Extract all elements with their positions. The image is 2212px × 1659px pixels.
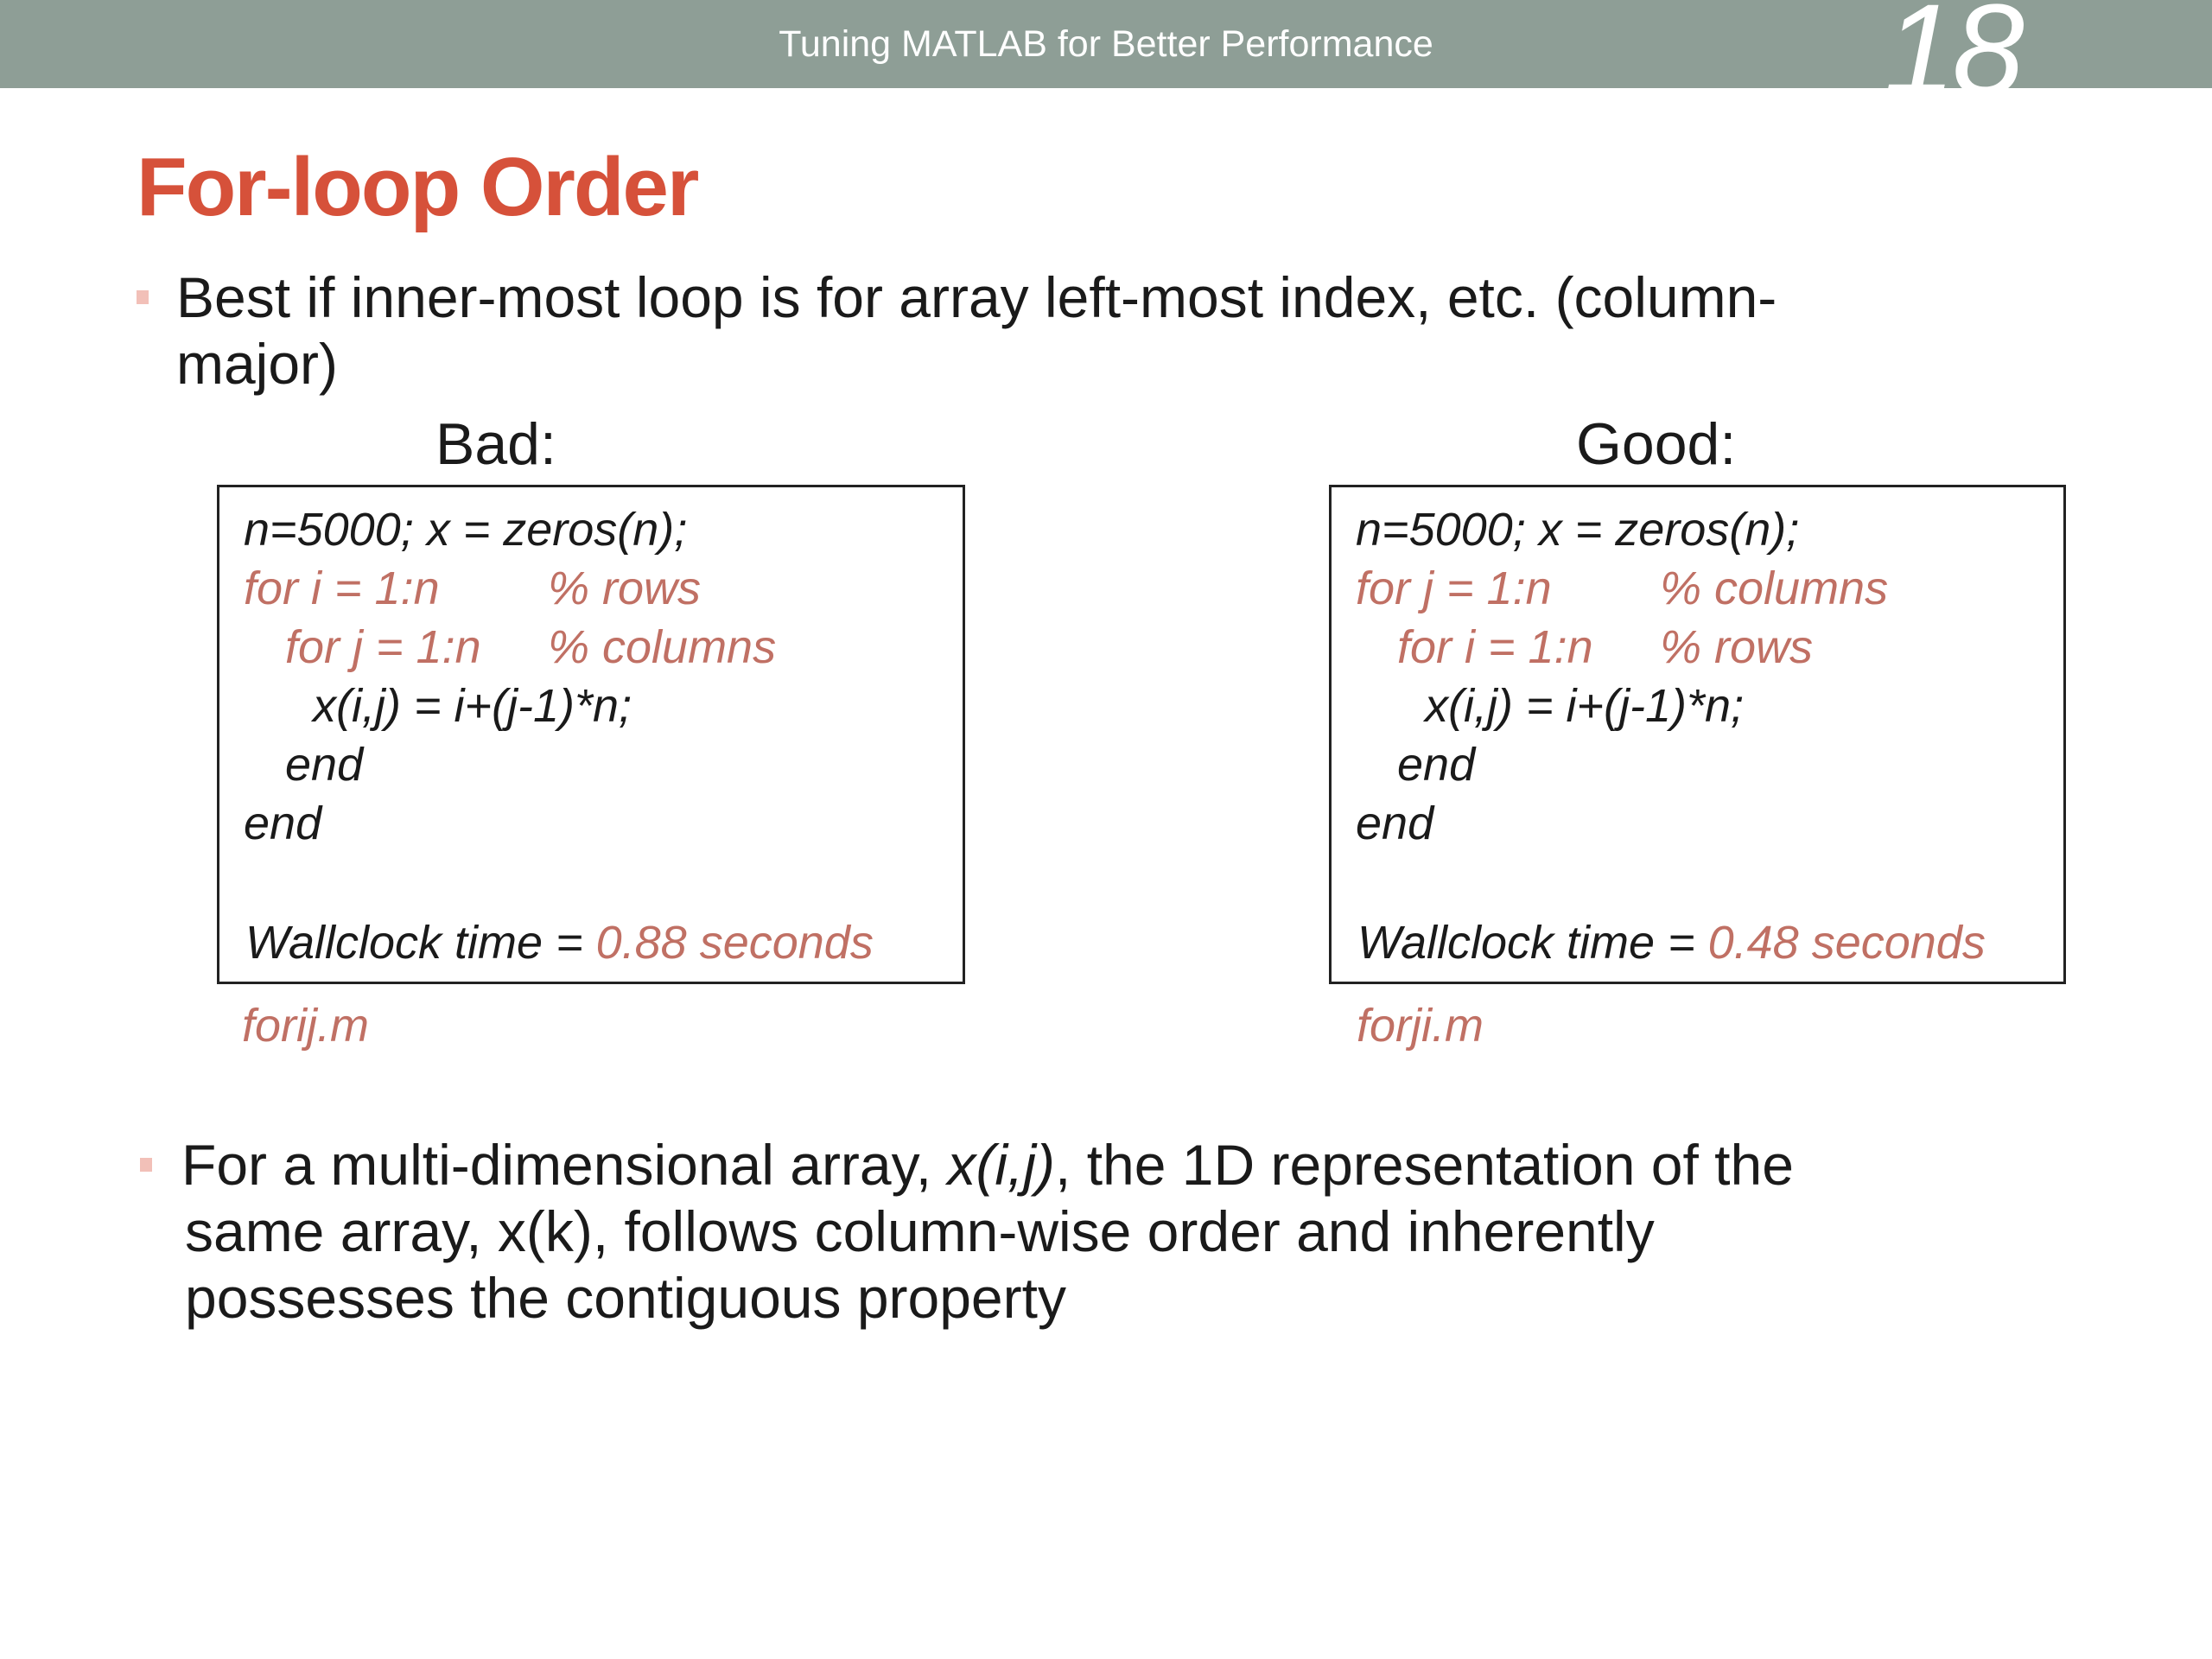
- wallclock-label: Wallclock time =: [245, 917, 596, 969]
- code-inner-loop: for i = 1:n: [1397, 621, 1593, 673]
- bullet-2-text-after: , the 1D representation of the: [1055, 1133, 1794, 1197]
- bullet-2-line-2: same array, x(k), follows column-wise order and inherently: [185, 1199, 1655, 1263]
- bullet-marker: [140, 1158, 152, 1172]
- code-outer-comment: % rows: [548, 563, 702, 614]
- bad-code-box: [217, 485, 965, 984]
- wallclock-label: Wallclock time =: [1357, 917, 1708, 969]
- code-inner-comment: % columns: [548, 621, 777, 673]
- code-outer-loop: for i = 1:n: [244, 563, 440, 614]
- bullet-2-line-3: possesses the contiguous property: [185, 1266, 1066, 1330]
- good-file-name: forji.m: [1357, 1000, 1484, 1052]
- slide-number: 18: [1884, 0, 2021, 122]
- code-loop-body: x(i,j) = i+(j-1)*n;: [313, 680, 632, 732]
- code-outer-loop: for j = 1:n: [1356, 563, 1552, 614]
- code-loop-body: x(i,j) = i+(j-1)*n;: [1425, 680, 1745, 732]
- wallclock-value: 0.48 seconds: [1707, 917, 1986, 969]
- bad-heading: Bad:: [435, 411, 556, 477]
- code-line-init: n=5000; x = zeros(n);: [244, 504, 688, 556]
- code-inner-comment: % rows: [1660, 621, 1814, 673]
- bad-file-name: forij.m: [242, 1000, 369, 1052]
- wallclock-time: [245, 916, 874, 969]
- good-heading: Good:: [1576, 411, 1737, 477]
- code-end-inner: end: [285, 739, 364, 791]
- code-end-outer: end: [1356, 798, 1434, 849]
- bullet-1-line-1: Best if inner-most loop is for array left-most index, etc. (column-: [176, 265, 1777, 329]
- bullet-2-text-before: For a multi-dimensional array,: [181, 1133, 948, 1197]
- code-outer-comment: % columns: [1660, 563, 1889, 614]
- code-line-init: n=5000; x = zeros(n);: [1356, 504, 1800, 556]
- code-end-outer: end: [244, 798, 322, 849]
- wallclock-time: [1357, 916, 1986, 969]
- bullet-marker: [137, 290, 149, 304]
- presentation-title: Tuning MATLAB for Better Performance: [779, 23, 1433, 65]
- good-code-box: [1329, 485, 2066, 984]
- bullet-2-array-notation: x(i,j): [947, 1133, 1056, 1197]
- bullet-1-line-2: major): [176, 332, 339, 396]
- wallclock-value: 0.88 seconds: [595, 917, 874, 969]
- code-inner-loop: for j = 1:n: [285, 621, 481, 673]
- code-end-inner: end: [1397, 739, 1476, 791]
- bullet-2-line-1: [181, 1132, 1794, 1198]
- slide-title: For-loop Order: [137, 141, 698, 233]
